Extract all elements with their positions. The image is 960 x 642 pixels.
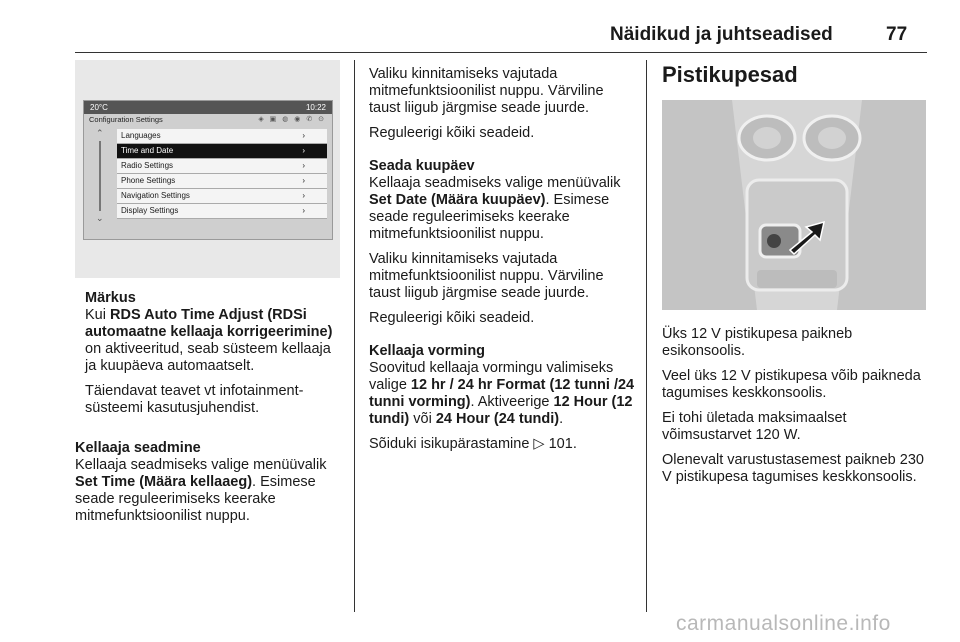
page-reference-link[interactable]: 101 [548, 436, 573, 452]
middle-column [369, 66, 635, 461]
paragraph-adjust-2: Reguleerigi kõiki seadeid. [369, 310, 535, 326]
infotainment-screen-figure [75, 60, 340, 278]
screen-menu-item[interactable] [117, 159, 327, 174]
screen-menu-item-label: Radio Settings [121, 161, 174, 170]
paragraph-max-power: Ei tohi ületada maksimaalset võimsustarvet 120 W. [662, 410, 847, 443]
screen-menu-item[interactable] [117, 189, 327, 204]
paragraph-set-time: Kellaaja seadmiseks valige menüüvalik Set Time (Määra kellaaeg). Esimese seade reguleerimiseks keerake mitmefunktsioonilist nuppu. [75, 457, 327, 524]
chevron-right-icon: › [302, 206, 305, 215]
page-header-title: Näidikud ja juhtseadised [610, 24, 833, 45]
header-rule [75, 52, 927, 53]
screen-menu-list [117, 129, 327, 219]
scroll-down-icon: ⌄ [96, 213, 104, 223]
screen-temperature: 20°C [90, 103, 108, 112]
scroll-up-icon: ⌃ [96, 128, 104, 138]
note-paragraph-1: Kui RDS Auto Time Adjust (RDSi automaatne kellaaja korrigeerimine) on aktiveeritud, seab süsteem kellaaja ja kuupäeva automaatselt. [85, 307, 333, 374]
paragraph-rear-outlet: Veel üks 12 V pistikupesa võib paikneda tagumises keskkonsoolis. [662, 368, 921, 401]
screen-menu-item-label: Languages [121, 131, 161, 140]
screen-menu-item-label: Time and Date [121, 146, 174, 155]
paragraph-time-format: Soovitud kellaaja vormingu valimiseks valige 12 hr / 24 hr Format (12 tunni /24 tunni vorming). Aktiveerige 12 Hour (12 tundi) või 24 Hour (24 tundi). [369, 360, 635, 427]
note-paragraph-2: Täiendavat teavet vt infotainment-süsteemi kasutusjuhendist. [85, 383, 304, 416]
screen-menu-item-label: Navigation Settings [121, 191, 190, 200]
heading-time-format: Kellaaja vorming [369, 343, 486, 359]
paragraph-adjust-1: Reguleerigi kõiki seadeid. [369, 125, 535, 141]
right-column [662, 326, 926, 494]
column-divider-1 [354, 60, 355, 612]
chevron-right-icon: › [302, 176, 305, 185]
screen-menu-item-label: Display Settings [121, 206, 179, 215]
scroll-bar [99, 141, 101, 211]
power-outlet-illustration [662, 100, 926, 310]
screen-config-title [84, 114, 332, 126]
infotainment-screen [83, 100, 333, 240]
screen-status-bar [84, 101, 332, 114]
paragraph-personalization: Sõiduki isikupärastamine ▷ 101. [369, 436, 577, 452]
paragraph-confirm-1: Valiku kinnitamiseks vajutada mitmefunktsioonilist nuppu. Värviline taust liigub järgmise seade juurde. [369, 66, 604, 116]
chevron-right-icon: › [302, 191, 305, 200]
paragraph-front-outlet: Üks 12 V pistikupesa paikneb esikonsoolis. [662, 326, 853, 359]
column-divider-2 [646, 60, 647, 612]
note-title: Märkus [85, 290, 136, 306]
screen-menu-item[interactable] [117, 174, 327, 189]
right-heading: Pistikupesad [662, 62, 798, 87]
screen-config-label: Configuration Settings [89, 115, 163, 124]
chevron-right-icon: › [302, 131, 305, 140]
paragraph-set-date: Kellaaja seadmiseks valige menüüvalik Set Date (Määra kuupäev). Esimese seade reguleerimiseks keerake mitmefunktsioonilist nuppu. [369, 175, 621, 242]
paragraph-confirm-2: Valiku kinnitamiseks vajutada mitmefunktsioonilist nuppu. Värviline taust liigub järgmise seade juurde. [369, 251, 604, 301]
screen-menu-item[interactable] [117, 129, 327, 144]
screen-menu-item[interactable] [117, 144, 327, 159]
screen-time: 10:22 [305, 103, 326, 112]
chevron-right-icon: › [302, 161, 305, 170]
screen-menu-item[interactable] [117, 204, 327, 219]
chevron-right-icon: › [302, 146, 305, 155]
page-number: 77 [886, 24, 908, 45]
watermark: carmanualsonline.info [676, 612, 891, 635]
paragraph-230v-outlet: Olenevalt varustustasemest paikneb 230 V pistikupesa tagumises keskkonsoolis. [662, 452, 924, 485]
heading-set-date: Seada kuupäev [369, 158, 475, 174]
page-reference-icon: ▷ [533, 436, 545, 452]
heading-set-time: Kellaaja seadmine [75, 440, 201, 456]
status-icons: ◈ ▣ ◍ ◉ ✆ ⊙ [258, 116, 326, 123]
left-column [75, 440, 340, 533]
note-box [85, 290, 337, 425]
screen-menu-item-label: Phone Settings [121, 176, 176, 185]
